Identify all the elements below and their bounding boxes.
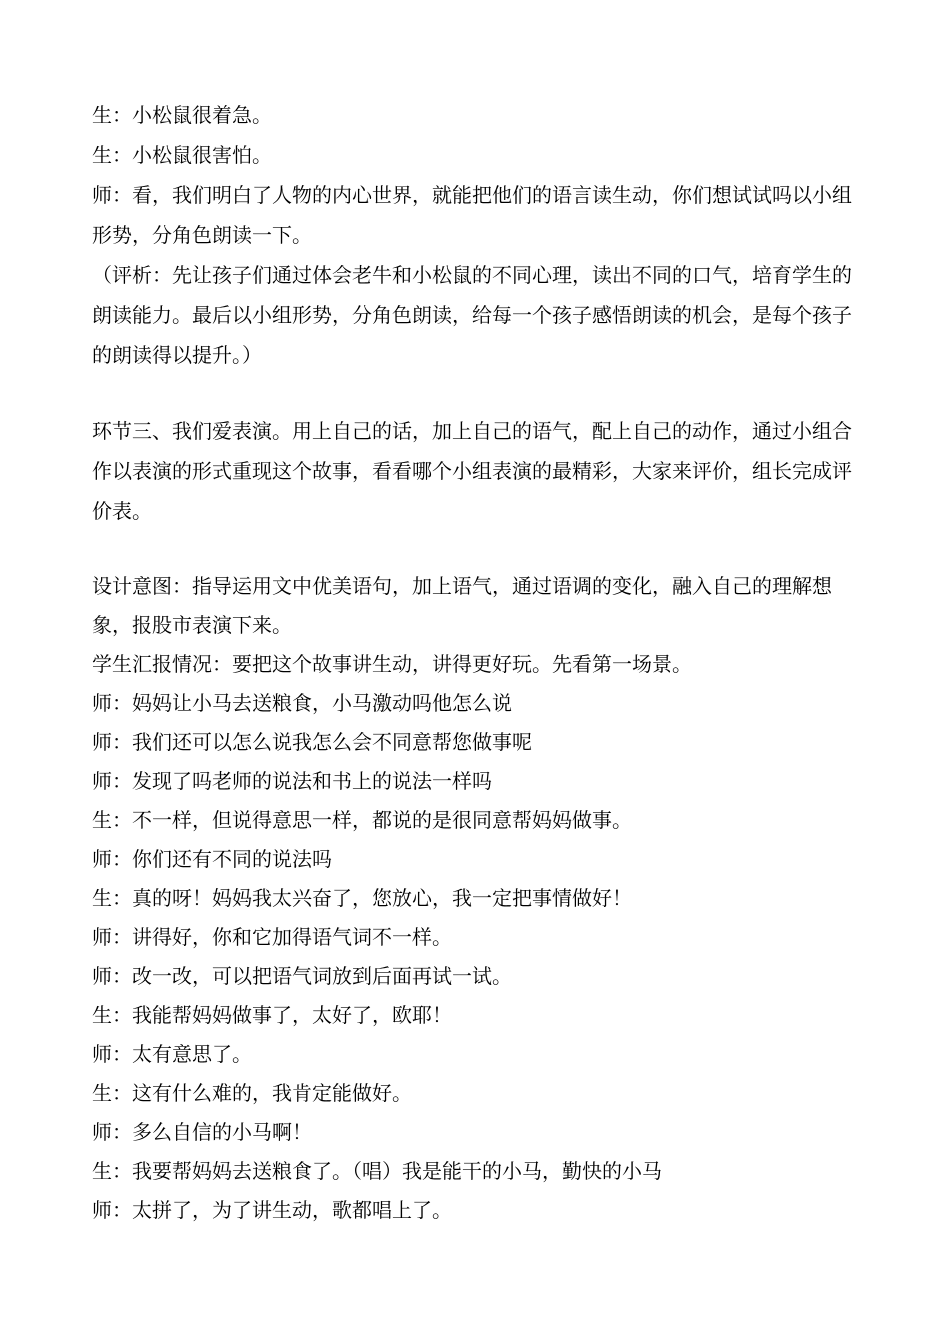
paragraph: 师：看，我们明白了人物的内心世界，就能把他们的语言读生动，你们想试试吗以小组形势，分角色朗读一下。 bbox=[92, 183, 852, 247]
document-body bbox=[92, 95, 860, 1230]
paragraph: 生：真的呀！妈妈我太兴奋了，您放心，我一定把事情做好！ bbox=[92, 886, 632, 910]
paragraph: 师：我们还可以怎么说我怎么会不同意帮您做事呢 bbox=[92, 730, 532, 754]
dialogue-block-2 bbox=[92, 567, 860, 1230]
section-three-paragraph: 环节三、我们爱表演。用上自己的话，加上自己的语气，配上自己的动作，通过小组合作以表演的形式重现这个故事，看看哪个小组表演的最精彩，大家来评价，组长完成评价表。 bbox=[92, 419, 852, 523]
commentary-paragraph: （评析：先让孩子们通过体会老牛和小松鼠的不同心理，读出不同的口气，培育学生的朗读能力。最后以小组形势，分角色朗读，给每一个孩子感悟朗读的机会，是每个孩子的朗读得以提升。） bbox=[92, 263, 852, 367]
paragraph-spacer bbox=[92, 531, 860, 567]
paragraph-spacer bbox=[92, 375, 860, 411]
paragraph: 师：妈妈让小马去送粮食，小马激动吗他怎么说 bbox=[92, 691, 512, 715]
paragraph: 师：发现了吗老师的说法和书上的说法一样吗 bbox=[92, 769, 492, 793]
paragraph: 生：我能帮妈妈做事了，太好了，欧耶！ bbox=[92, 1003, 452, 1027]
paragraph: 师：你们还有不同的说法吗 bbox=[92, 847, 332, 871]
paragraph: 生：不一样，但说得意思一样，都说的是很同意帮妈妈做事。 bbox=[92, 808, 632, 832]
paragraph: 生：这有什么难的，我肯定能做好。 bbox=[92, 1081, 412, 1105]
paragraph: 师：讲得好，你和它加得语气词不一样。 bbox=[92, 925, 452, 949]
paragraph: 师：多么自信的小马啊！ bbox=[92, 1120, 312, 1144]
paragraph: 师：改一改，可以把语气词放到后面再试一试。 bbox=[92, 964, 512, 988]
paragraph: 生：我要帮妈妈去送粮食了。（唱）我是能干的小马，勤快的小马 bbox=[92, 1159, 662, 1183]
paragraph: 生：小松鼠很害怕。 bbox=[92, 143, 272, 167]
paragraph: 师：太拼了，为了讲生动，歌都唱上了。 bbox=[92, 1198, 452, 1222]
paragraph: 师：太有意思了。 bbox=[92, 1042, 252, 1066]
paragraph: 生：小松鼠很着急。 bbox=[92, 103, 272, 127]
dialogue-block-1 bbox=[92, 95, 860, 375]
paragraph: 学生汇报情况：要把这个故事讲生动，讲得更好玩。先看第一场景。 bbox=[92, 652, 692, 676]
section-three-block bbox=[92, 411, 860, 531]
design-intent-paragraph: 设计意图：指导运用文中优美语句，加上语气，通过语调的变化，融入自己的理解想象，报股市表演下来。 bbox=[92, 574, 832, 637]
